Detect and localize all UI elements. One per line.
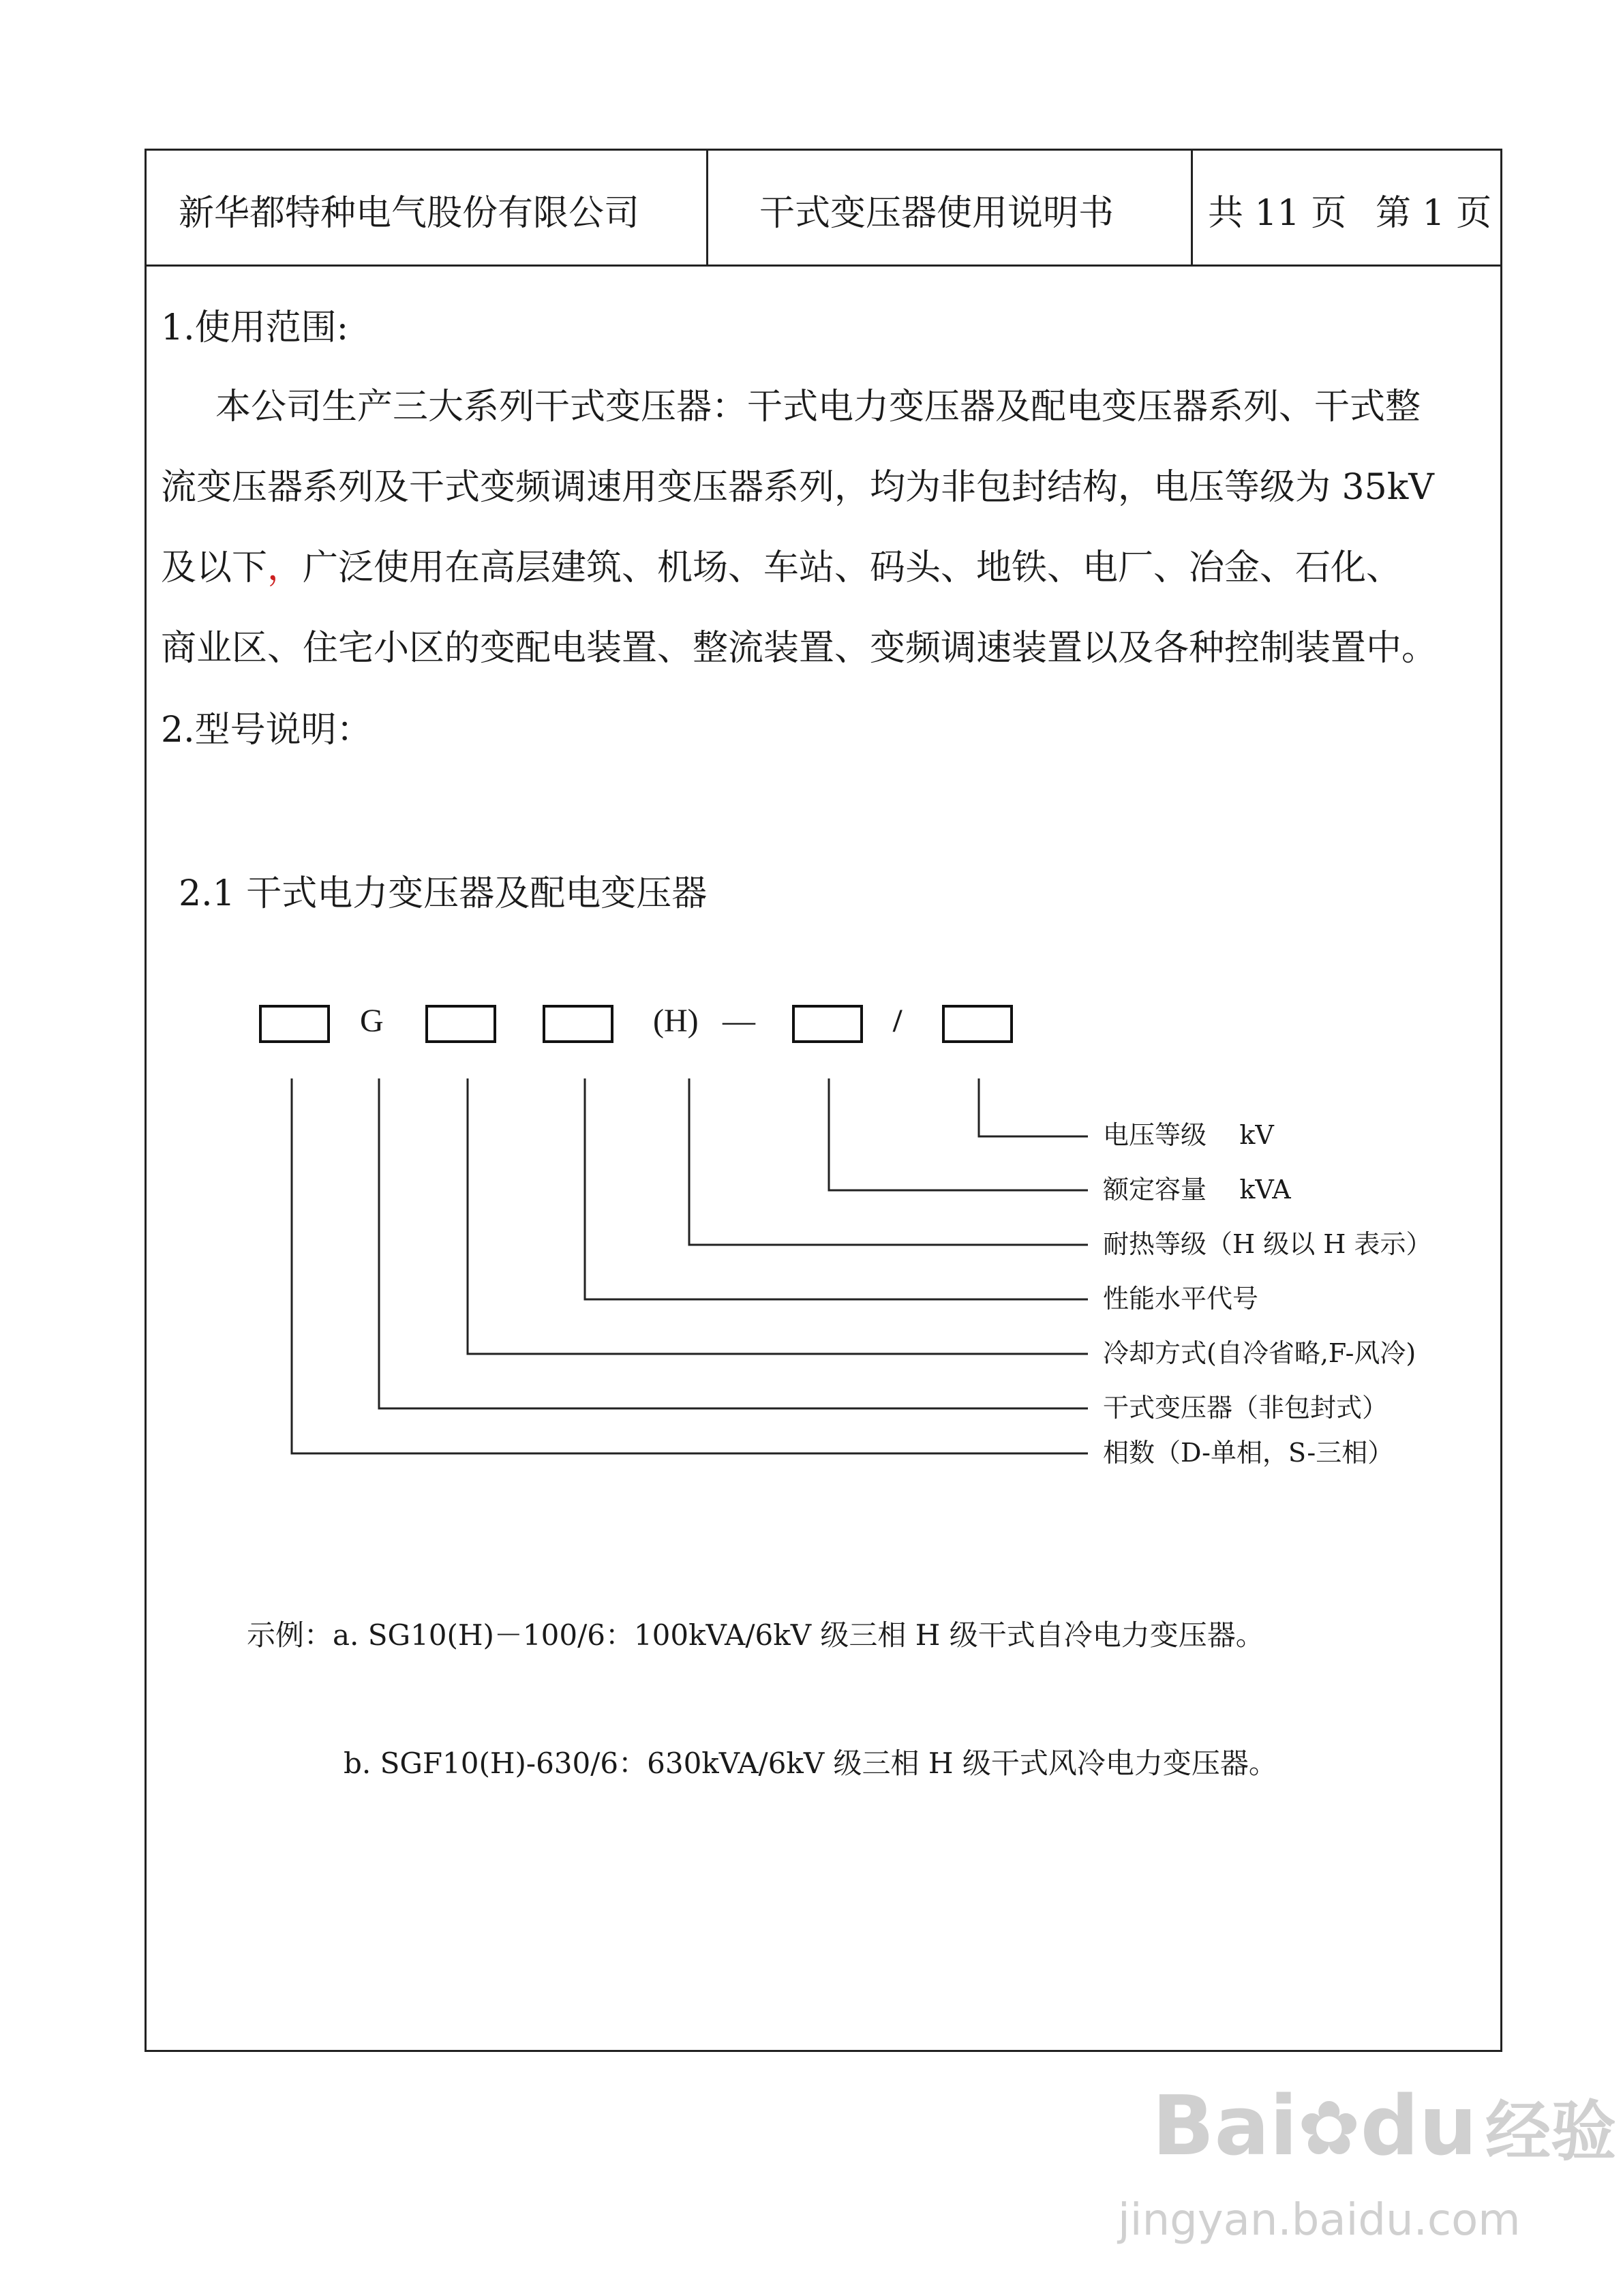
leader-performance <box>585 1078 1088 1299</box>
watermark-suffix: 经验 <box>1485 2094 1617 2170</box>
section1-line-2: 流变压器系列及干式变频调速用变压器系列，均为非包封结构，电压等级为 35kV <box>161 467 1434 508</box>
leader-dry-type <box>379 1078 1088 1408</box>
watermark-url: jingyan.baidu.com <box>1118 2195 1521 2246</box>
label-rated-capacity: 额定容量 kVA <box>1103 1175 1291 1205</box>
label-phase-count: 相数（D-单相，S-三相） <box>1103 1438 1394 1468</box>
leader-heat-class <box>689 1078 1088 1245</box>
example-a: 示例：a. SG10(H)－100/6：100kVA/6kV 级三相 H 级干式自冷电力变压器。 <box>247 1618 1264 1652</box>
section1-line-4: 商业区、住宅小区的变配电装置、整流装置、变频调速装置以及各种控制装置中。 <box>161 628 1438 669</box>
code-dash: — <box>723 1003 755 1039</box>
leader-voltage <box>979 1078 1088 1136</box>
section1-line-3-start: 及以下 <box>161 547 268 588</box>
paw-icon: ✿ <box>1297 2085 1361 2172</box>
header-page-total: 共 11 页 <box>1208 193 1347 234</box>
leader-cooling <box>468 1078 1088 1354</box>
header-page-current: 第 1 页 <box>1376 193 1492 234</box>
label-performance-code: 性能水平代号 <box>1103 1284 1259 1314</box>
header-company: 新华都特种电气股份有限公司 <box>179 193 640 234</box>
watermark-brand: Bai <box>1152 2079 1298 2174</box>
watermark-brand-2: du <box>1360 2079 1478 2174</box>
section1-line-1: 本公司生产三大系列干式变压器：干式电力变压器及配电变压器系列、干式整 <box>215 387 1421 427</box>
code-letter-g: G <box>360 1003 384 1039</box>
code-heat-class: (H) <box>653 1003 699 1039</box>
label-dry-type: 干式变压器（非包封式） <box>1103 1393 1389 1423</box>
section1-line-3-rest: 广泛使用在高层建筑、机场、车站、码头、地铁、电厂、冶金、石化、 <box>303 547 1402 588</box>
label-cooling-mode: 冷却方式(自冷省略,F-风冷) <box>1103 1338 1416 1368</box>
label-voltage-class: 电压等级 kV <box>1103 1120 1274 1150</box>
section1-red-comma: ， <box>267 547 303 588</box>
code-slash: / <box>893 1003 902 1039</box>
example-b: b. SGF10(H)-630/6：630kVA/6kV 级三相 H 级干式风冷电力变压器。 <box>344 1747 1277 1780</box>
label-heat-class: 耐热等级（H 级以 H 表示） <box>1103 1229 1432 1259</box>
section2-subheading: 2.1 干式电力变压器及配电变压器 <box>179 873 708 914</box>
header-title: 干式变压器使用说明书 <box>759 193 1114 234</box>
section2-heading: 2.型号说明： <box>161 710 372 751</box>
baidu-watermark <box>1152 2079 1616 2174</box>
leader-capacity <box>829 1078 1088 1190</box>
section1-heading: 1.使用范围: <box>161 307 349 348</box>
